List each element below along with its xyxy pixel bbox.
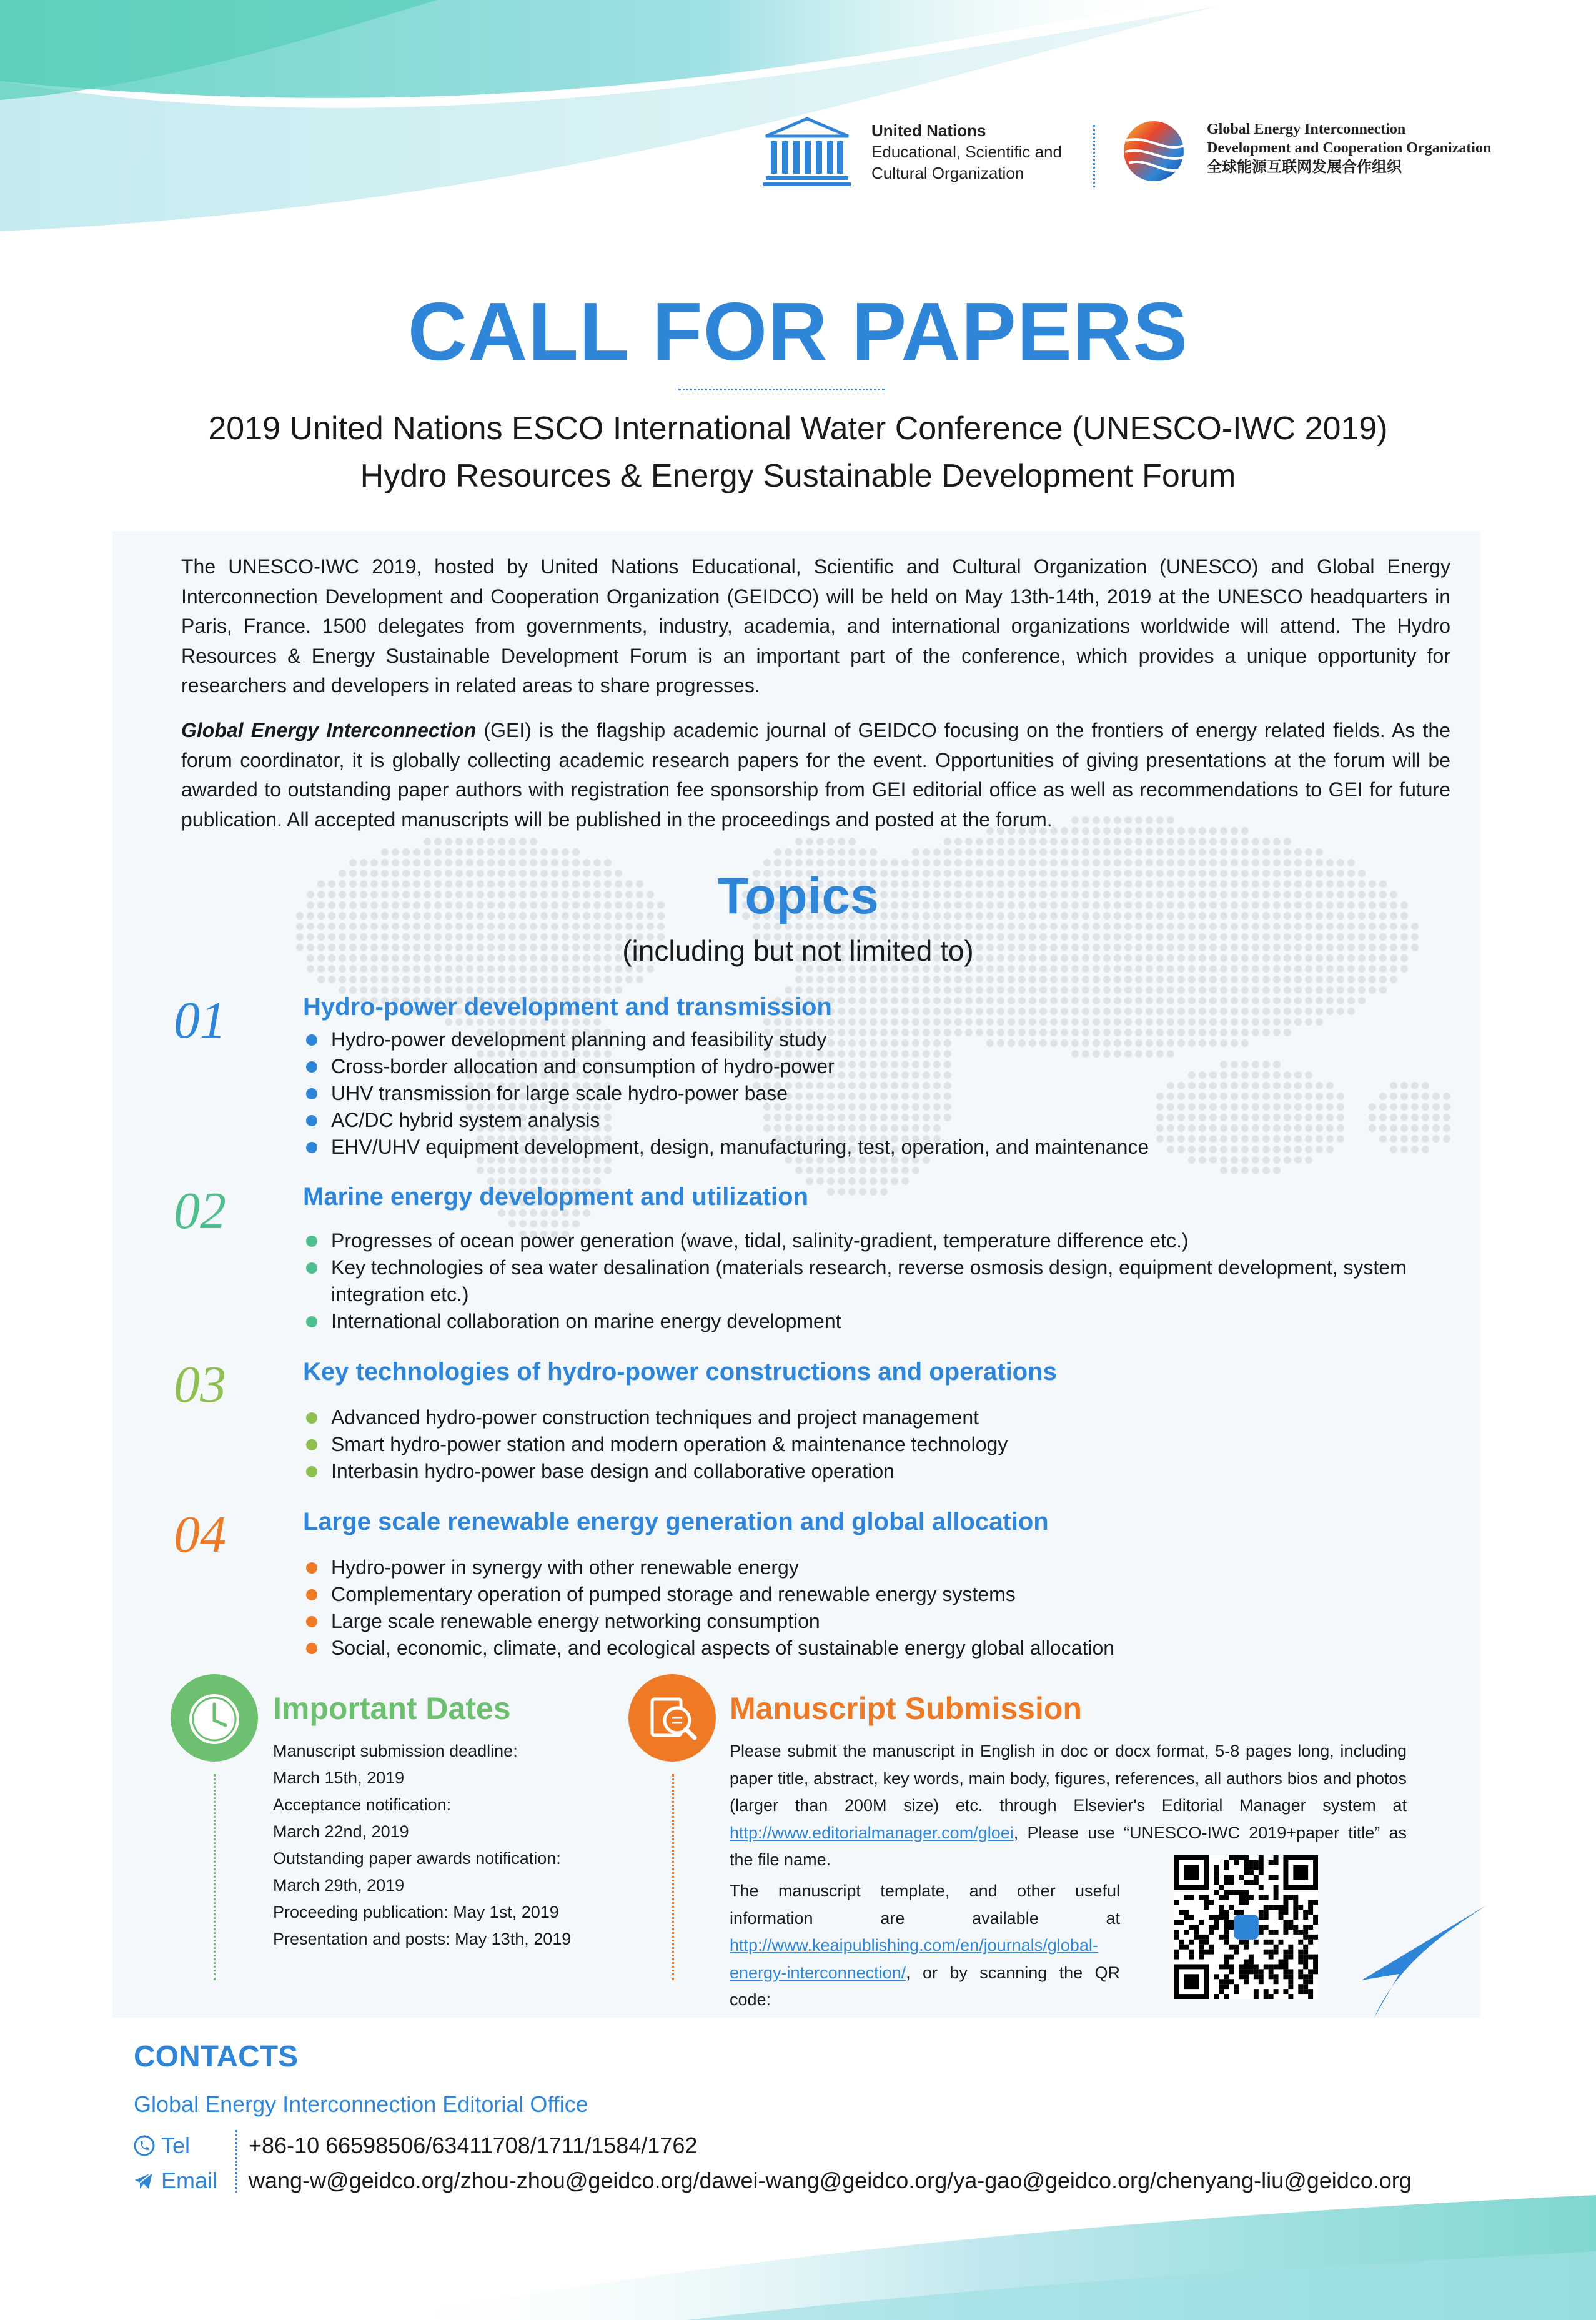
list-item-text: Advanced hydro-power construction techniques and project management	[331, 1406, 979, 1429]
bullet-icon	[306, 1034, 317, 1046]
important-dates-list	[273, 1738, 571, 1953]
bottom-wave-decoration	[0, 2158, 1596, 2320]
tel-label: Tel	[161, 2133, 191, 2158]
topic-number: 03	[174, 1356, 226, 1414]
email-label: Email	[161, 2168, 218, 2193]
template-info	[730, 1878, 1120, 2014]
editorial-manager-link[interactable]: http://www.editorialmanager.com/gloei	[730, 1823, 1014, 1842]
logo-divider	[1093, 125, 1095, 187]
list-item-text: Interbasin hydro-power base design and collaborative operation	[331, 1460, 895, 1482]
bullet-icon	[306, 1316, 317, 1327]
unesco-name-line2: Educational, Scientific and	[871, 142, 1062, 161]
topic-number: 01	[174, 991, 226, 1049]
unesco-name-line3: Cultural Organization	[871, 164, 1024, 182]
list-item-text: Key technologies of sea water desalination (materials research, reverse osmosis design, equipment development, system integration etc.)	[331, 1256, 1407, 1306]
list-item-text: AC/DC hybrid system analysis	[331, 1109, 600, 1131]
template-text: , or by scanning the QR code:	[730, 1963, 1120, 2009]
corner-arrow-decoration	[1362, 1905, 1487, 2018]
topic-list	[306, 1227, 1424, 1335]
dates-line: March 15th, 2019	[273, 1768, 405, 1787]
bullet-icon	[306, 1589, 317, 1600]
page-title: CALL FOR PAPERS	[407, 285, 1189, 377]
editorial-office-name: Global Energy Interconnection Editorial Office	[134, 2091, 588, 2117]
topic-title: Large scale renewable energy generation and global allocation	[303, 1508, 1049, 1535]
bullet-icon	[306, 1412, 317, 1424]
list-item	[306, 1431, 1424, 1458]
list-item-text: UHV transmission for large scale hydro-power base	[331, 1082, 788, 1104]
dates-line: Presentation and posts: May 13th, 2019	[273, 1930, 572, 1948]
topic-list	[306, 1026, 1424, 1161]
list-item	[306, 1254, 1424, 1308]
bullet-icon	[306, 1439, 317, 1450]
search-document-icon	[628, 1674, 716, 1762]
topic-title: Key technologies of hydro-power constructions and operations	[303, 1358, 1057, 1386]
topic-list	[306, 1404, 1424, 1485]
topic-number: 04	[174, 1505, 226, 1564]
bullet-icon	[306, 1643, 317, 1654]
dates-icon-badge	[171, 1674, 258, 1762]
list-item	[306, 1308, 1424, 1335]
bullet-icon	[306, 1142, 317, 1153]
bullet-icon	[306, 1562, 317, 1574]
list-item-text: Smart hydro-power station and modern operation & maintenance technology	[331, 1433, 1008, 1455]
email-value[interactable]: wang-w@geidco.org/zhou-zhou@geidco.org/dawei-wang@geidco.org/ya-gao@geidco.org/chenyang-liu@geidco.org	[249, 2168, 1412, 2193]
list-item-text: Large scale renewable energy networking consumption	[331, 1610, 820, 1632]
bullet-icon	[306, 1466, 317, 1477]
list-item-text: Progresses of ocean power generation (wave, tidal, salinity-gradient, temperature difference etc.)	[331, 1229, 1189, 1252]
list-item	[306, 1227, 1424, 1254]
list-item	[306, 1053, 1424, 1080]
journal-website-link[interactable]: http://www.keaipublishing.com/en/journals/global-energy-interconnection/	[730, 1936, 1098, 1982]
topic-title: Marine energy development and utilization	[303, 1183, 809, 1211]
list-item	[306, 1635, 1424, 1662]
bullet-icon	[306, 1088, 317, 1099]
bullet-icon	[306, 1236, 317, 1247]
geidco-name	[1207, 120, 1491, 176]
list-item-text: EHV/UHV equipment development, design, manufacturing, test, operation, and maintenance	[331, 1136, 1149, 1158]
submission-instructions	[730, 1738, 1407, 1874]
topic-title: Hydro-power development and transmission	[303, 993, 832, 1021]
topic-list	[306, 1554, 1424, 1662]
list-item-text: Complementary operation of pumped storage and renewable energy systems	[331, 1583, 1016, 1605]
list-item-text: Cross-border allocation and consumption of hydro-power	[331, 1055, 835, 1078]
unesco-name	[871, 120, 1062, 184]
bullet-icon	[306, 1262, 317, 1274]
bullet-icon	[306, 1616, 317, 1627]
geidco-name-chinese: 全球能源互联网发展合作组织	[1207, 158, 1402, 176]
geidco-name-line1: Global Energy Interconnection	[1207, 121, 1406, 137]
bullet-icon	[306, 1115, 317, 1126]
submission-icon-badge	[628, 1674, 716, 1762]
submission-text: Please submit the manuscript in English in doc or docx format, 5-8 pages long, including paper title, abstract, key words, main body, figures, references, all authors bios and photos (larger than 200M size) etc. through Elsevier's Editorial Manager system at	[730, 1742, 1407, 1815]
phone-icon	[134, 2135, 155, 2156]
topics-heading: Topics	[717, 868, 879, 925]
topic-number: 02	[174, 1182, 226, 1240]
conference-name: 2019 United Nations ESCO International Water Conference (UNESCO-IWC 2019)	[208, 410, 1388, 447]
list-item-text: International collaboration on marine energy development	[331, 1310, 841, 1332]
important-dates-heading: Important Dates	[273, 1691, 511, 1726]
submission-text: , Please use “UNESCO-IWC 2019+paper title” as the file name.	[730, 1823, 1407, 1869]
submission-divider	[672, 1774, 674, 1980]
contacts-heading: CONTACTS	[134, 2040, 299, 2073]
list-item	[306, 1581, 1424, 1608]
list-item	[306, 1458, 1424, 1485]
qr-code[interactable]	[1174, 1855, 1318, 1999]
manuscript-submission-heading: Manuscript Submission	[730, 1691, 1082, 1726]
dates-line: Manuscript submission deadline:	[273, 1742, 518, 1760]
dates-line: Outstanding paper awards notification:	[273, 1849, 561, 1868]
geidco-name-line2: Development and Cooperation Organization	[1207, 140, 1492, 156]
journal-paragraph-text: (GEI) is the flagship academic journal of GEIDCO focusing on the frontiers of energy related fields. As the forum coordinator, it is globally collecting academic research papers for the event. Opportunities of giving presentations at the forum will be awarded to outstanding paper authors with registration fee sponsorship from GEI editorial office as well as recommendations to GEI for future publication. All accepted manuscripts will be published in the proceedings and posted at the forum.	[181, 719, 1451, 831]
list-item	[306, 1608, 1424, 1635]
bullet-icon	[306, 1061, 317, 1073]
clock-icon	[171, 1674, 258, 1762]
template-text: The manuscript template, and other useful information are available at	[730, 1881, 1120, 1928]
forum-name: Hydro Resources & Energy Sustainable Development Forum	[360, 458, 1236, 494]
journal-paragraph	[181, 716, 1450, 835]
intro-paragraph: The UNESCO-IWC 2019, hosted by United Nations Educational, Scientific and Cultural Organization (UNESCO) and Global Energy Interconnection Development and Cooperation Organization (GEIDCO) will be held on May 13th-14th, 2019 at the UNESCO headquarters in Paris, France. 1500 delegates from governments, industry, academia, and international organizations worldwide will attend. The Hydro Resources & Energy Sustainable Development Forum is an important part of the conference, which provides a unique opportunity for researchers and developers in related areas to share progresses.	[181, 555, 1450, 696]
dates-line: Acceptance notification:	[273, 1795, 452, 1814]
dates-divider	[214, 1774, 216, 1980]
unesco-logo	[763, 117, 851, 187]
geidco-globe-logo	[1121, 116, 1187, 187]
list-item-text: Hydro-power in synergy with other renewable energy	[331, 1556, 799, 1579]
dates-line: March 22nd, 2019	[273, 1822, 409, 1841]
list-item	[306, 1554, 1424, 1581]
list-item	[306, 1080, 1424, 1107]
journal-name: Global Energy Interconnection	[181, 719, 477, 741]
list-item-text: Hydro-power development planning and feasibility study	[331, 1028, 827, 1051]
list-item	[306, 1134, 1424, 1161]
unesco-name-line1: United Nations	[871, 121, 986, 140]
list-item	[306, 1026, 1424, 1053]
list-item	[306, 1107, 1424, 1134]
list-item	[306, 1404, 1424, 1431]
topics-subheading: (including but not limited to)	[622, 934, 974, 967]
tel-value[interactable]: +86-10 66598506/63411708/1711/1584/1762	[249, 2133, 698, 2158]
title-underline	[678, 389, 885, 390]
list-item-text: Social, economic, climate, and ecological aspects of sustainable energy global allocation	[331, 1637, 1115, 1659]
dates-line: March 29th, 2019	[273, 1876, 405, 1895]
dates-line: Proceeding publication: May 1st, 2019	[273, 1903, 559, 1921]
